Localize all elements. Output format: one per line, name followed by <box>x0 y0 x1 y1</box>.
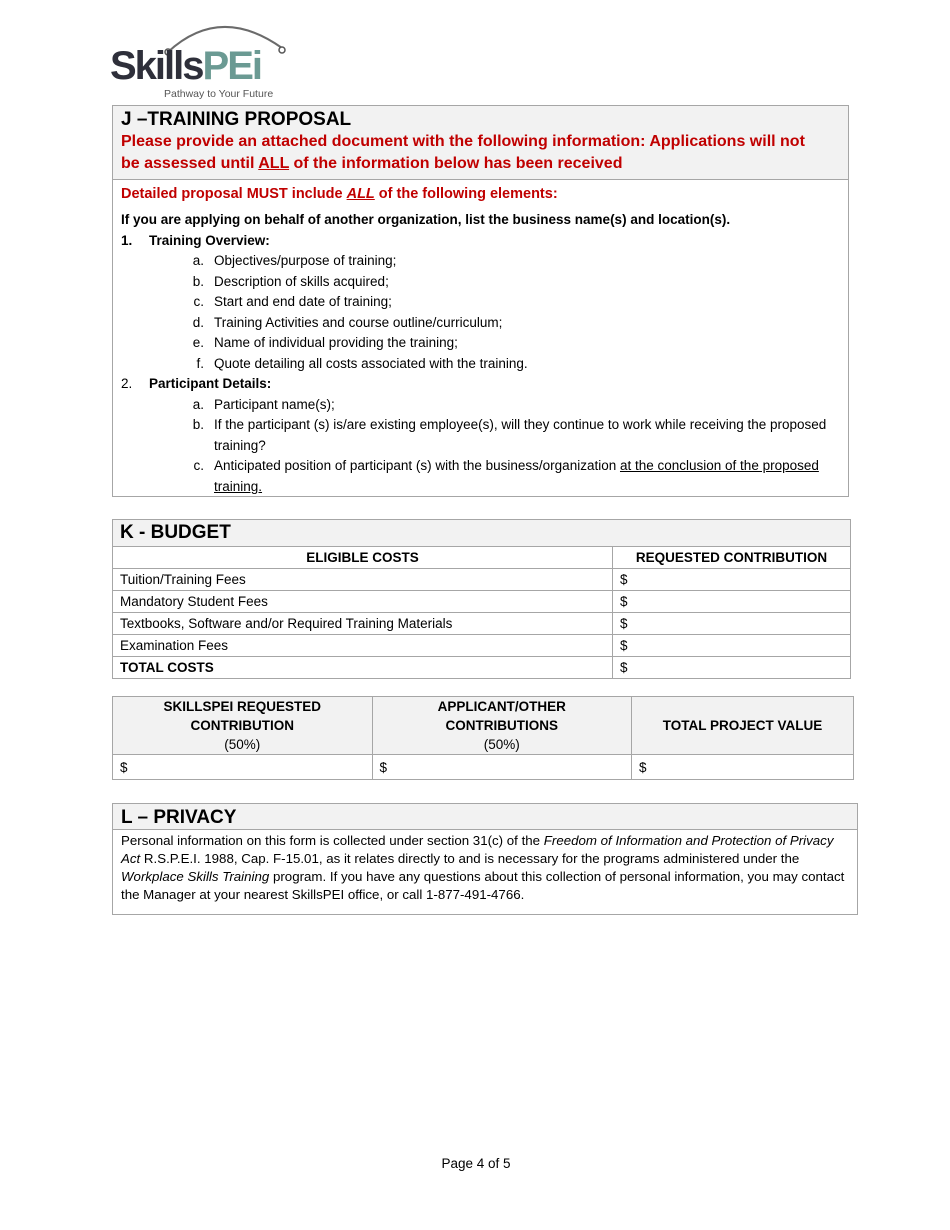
notice-line-2-end: of the information below has been received <box>289 155 623 172</box>
privacy-text: Personal information on this form is collected under section 31(c) of the Freedom of Information and Protection of Privacy Act R.S.P.E.I. 1988, Cap. F-15.01, as it relates directly to and is necessary for the programs administered under the Workplace Skills Training program. If you have any questions about this collection of personal information, you may contact the Manager at your nearest SkillsPEI office, or call 1-877-491-4766. <box>121 833 845 902</box>
section-l-privacy <box>112 803 858 915</box>
proposal-subitem: f. Quote detailing all costs associated with the training. <box>196 355 528 371</box>
proposal-subitem: a. Participant name(s); <box>192 396 335 412</box>
page-number: Page 4 of 5 <box>441 1156 511 1171</box>
detail-all: ALL <box>346 186 375 202</box>
proposal-subitem: a. Objectives/purpose of training; <box>192 253 397 268</box>
notice-line-2: be assessed until <box>121 155 259 172</box>
budget-amount-field[interactable]: $ <box>613 569 851 591</box>
detail-heading: Detailed proposal MUST include <box>121 186 347 202</box>
budget-amount-field[interactable]: $ <box>613 635 851 657</box>
proposal-subitem: b. Description of skills acquired; <box>192 273 389 289</box>
budget-item-label: Textbooks, Software and/or Required Training Materials <box>113 613 613 635</box>
proposal-subitem: e. Name of individual providing the training; <box>192 335 458 350</box>
budget-amount-field[interactable]: $ <box>613 657 851 679</box>
section-j: J –TRAINING PROPOSAL Please provide an attached document with the following information: Applications will not be assessed until ALL of the information below has been received Detailed proposal MUST include ALL of the following elements: If you are applying on behalf of another organization, list the business name(s) and location(s). 1. Training Overview: a. Objectives/purpose of training; b. Description of skills acquired; c. Start and end date of training; d. Training Activities and course outline/curriculum; e. Name of individual providing the training; f. Quote detailing all costs associated with the training. 2. Participant Details: a. Participant name(s); b. If the participant (s) is/are existing employee(s), will they continue to work while receiving the proposed training? c. Anticipated position of participant (s) with the business/organization at the conclusion of the proposed training. <box>112 105 849 497</box>
budget-row <box>113 657 851 679</box>
budget-amount-field[interactable]: $ <box>613 591 851 613</box>
logo-tagline: Pathway to Your Future <box>164 88 274 100</box>
budget-row <box>113 635 851 657</box>
proposal-subitem: b. If the participant (s) is/are existing employee(s), will they continue to work while receiving the proposed training? <box>192 417 827 453</box>
skillspei-logo <box>110 14 290 100</box>
header-applicant-contribution: APPLICANT/OTHER CONTRIBUTIONS (50%) <box>372 697 632 755</box>
section-k-title: K - BUDGET <box>113 520 851 547</box>
budget-row <box>113 569 851 591</box>
budget-item-label: Mandatory Student Fees <box>113 591 613 613</box>
detail-heading-end: of the following elements: <box>374 186 558 202</box>
col-requested-contribution: REQUESTED CONTRIBUTION <box>613 547 851 569</box>
proposal-subitem: c. Anticipated position of participant (s) with the business/organization at the conclusion of the proposed training. <box>193 458 819 494</box>
proposal-item: 1. Training Overview: <box>121 232 270 248</box>
header-total-project-value: TOTAL PROJECT VALUE <box>632 697 854 755</box>
behalf-instruction: If you are applying on behalf of another organization, list the business name(s) and location(s) <box>121 212 727 227</box>
col-eligible-costs: ELIGIBLE COSTS <box>113 547 613 569</box>
budget-amount-field[interactable]: $ <box>613 613 851 635</box>
total-project-value-field[interactable]: $ <box>632 755 854 780</box>
notice-line-1: Please provide an attached document with the following information: Applications will not <box>121 133 805 150</box>
budget-table <box>112 519 851 679</box>
budget-row <box>113 613 851 635</box>
header-skillspei-contribution: SKILLSPEI REQUESTED CONTRIBUTION (50%) <box>113 697 373 755</box>
contribution-table <box>112 696 854 780</box>
section-j-title: J –TRAINING PROPOSAL <box>121 109 352 130</box>
logo-text-pei: PEi <box>202 44 261 88</box>
section-l-title: L – PRIVACY <box>113 804 857 830</box>
proposal-subitem: c. Start and end date of training; <box>193 294 392 309</box>
logo-text-skills: Skills <box>110 44 203 88</box>
budget-row <box>113 591 851 613</box>
section-k-budget <box>112 519 851 679</box>
proposal-subitem: d. Training Activities and course outline/curriculum; <box>192 314 503 330</box>
notice-all: ALL <box>258 155 290 172</box>
budget-item-label: TOTAL COSTS <box>113 657 613 679</box>
applicant-contribution-field[interactable]: $ <box>372 755 632 780</box>
budget-item-label: Tuition/Training Fees <box>113 569 613 591</box>
proposal-item: 2. Participant Details: <box>121 376 272 391</box>
budget-item-label: Examination Fees <box>113 635 613 657</box>
skillspei-contribution-field[interactable]: $ <box>113 755 373 780</box>
